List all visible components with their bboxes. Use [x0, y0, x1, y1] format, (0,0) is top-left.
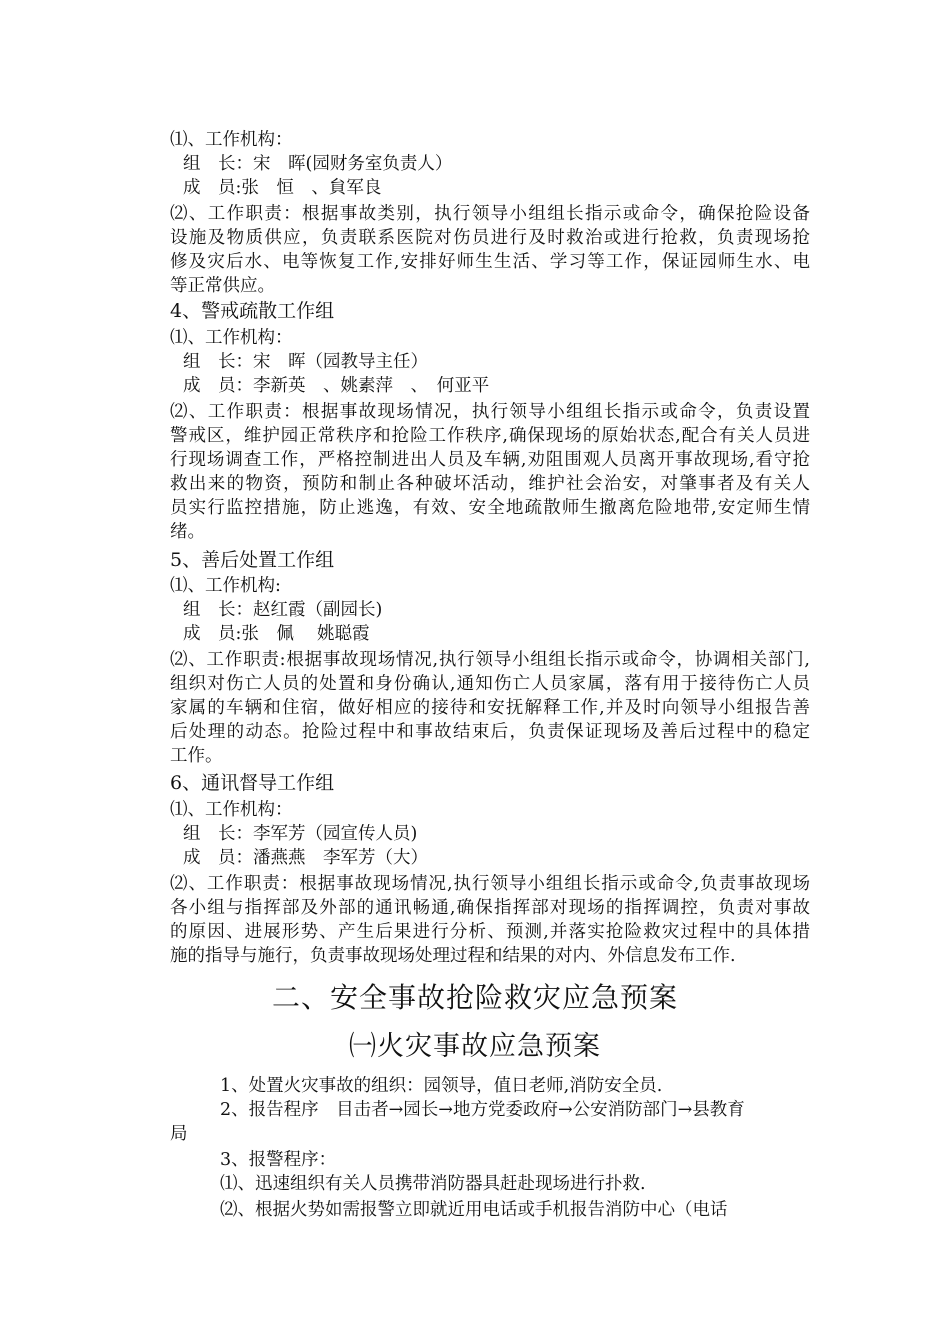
- section-heading: 5、善后处置工作组: [170, 549, 335, 571]
- text-line: ⑵、工作职责:根据事故现场情况,执行领导小组组长指示或命令，协调相关部门,: [170, 650, 810, 670]
- text-line: 成 员:张 佩 姚聪霞: [183, 624, 370, 644]
- text-line: 后处理的动态。抢险过程中和事故结束后，负责保证现场及善后过程中的稳定: [170, 722, 810, 742]
- text-line: 的原因、进展形势、产生后果进行分析、预测,并落实抢险救灾过程中的具体措: [170, 922, 810, 942]
- text-line: 等正常供应。: [170, 276, 275, 296]
- text-line: 家属的车辆和住宿，做好相应的接待和安抚解释工作,并及时向领导小组报告善: [170, 698, 810, 718]
- text-line: 警戒区，维护园正常秩序和抢险工作秩序,确保现场的原始状态,配合有关人员进: [170, 426, 810, 446]
- text-line: 绪。: [170, 522, 205, 542]
- text-line: 成 员：潘燕燕 李军芳（大）: [183, 848, 428, 868]
- text-line: 组 长：宋 晖(园财务室负责人）: [183, 154, 453, 174]
- text-line: 各小组与指挥部及外部的通讯畅通,确保指挥部对现场的指挥调控，负责对事故: [170, 898, 810, 918]
- text-line: 3、报警程序：: [220, 1150, 337, 1170]
- text-line: 组 长：赵红霞（副园长): [183, 600, 383, 620]
- text-line: ⑴、迅速组织有关人员携带消防器具赶赴现场进行扑救.: [220, 1174, 646, 1194]
- text-line: 修及灾后水、电等恢复工作,安排好师生生活、学习等工作，保证园师生水、电: [170, 252, 810, 272]
- section-heading: 4、警戒疏散工作组: [170, 300, 335, 322]
- text-line: 组 长：宋 晖（园教导主任）: [183, 352, 428, 372]
- text-line: 成 员:张 恒 、貟军良: [183, 178, 382, 198]
- text-line: 2、报告程序 目击者→园长→地方党委政府→公安消防部门→县教育: [220, 1100, 745, 1120]
- text-line: ⑴、工作机构：: [170, 130, 293, 150]
- section-heading: 6、通讯督导工作组: [170, 772, 335, 794]
- text-line: 1、处置火灾事故的组织：园领导，值日老师,消防安全员.: [220, 1076, 663, 1096]
- text-line: 设施及物质供应，负责联系医院对伤员进行及时救治或进行抢救，负责现场抢: [170, 228, 810, 248]
- text-line: 局: [170, 1124, 188, 1144]
- text-line: ⑵、工作职责：根据事故现场情况，执行领导小组组长指示或命令，负责设置: [170, 402, 810, 422]
- text-line: ⑵、根据火势如需报警立即就近用电话或手机报告消防中心（电话: [220, 1200, 728, 1220]
- text-line: 救出来的物资，预防和制止各种破坏活动，维护社会治安，对肇事者及有关人: [170, 474, 810, 494]
- text-line: ⑴、工作机构：: [170, 800, 293, 820]
- text-line: 施的指导与施行，负责事故现场处理过程和结果的对内、外信息发布工作.: [170, 946, 736, 966]
- text-line: ⑴、工作机构:: [170, 576, 281, 596]
- text-line: 工作。: [170, 746, 223, 766]
- text-line: 组织对伤亡人员的处置和身份确认,通知伤亡人员家属，落有用于接待伤亡人员: [170, 674, 810, 694]
- text-line: 员实行监控措施，防止逃逸，有效、安全地疏散师生撤离危险地带,安定师生情: [170, 498, 810, 518]
- sub-heading: ㈠火灾事故应急预案: [349, 1031, 601, 1062]
- text-line: ⑵、工作职责：根据事故现场情况,执行领导小组组长指示或命令,负责事故现场: [170, 874, 810, 894]
- main-heading: 二、安全事故抢险救灾应急预案: [271, 981, 678, 1014]
- text-line: ⑴、工作机构：: [170, 328, 293, 348]
- text-line: 行现场调查工作，严格控制进出人员及车辆,劝阻围观人员离开事故现场,看守抢: [170, 450, 810, 470]
- text-line: ⑵、工作职责：根据事故类别，执行领导小组组长指示或命令，确保抢险设备: [170, 204, 810, 224]
- text-line: 成 员：李新英 、姚素萍 、 何亚平: [183, 376, 490, 396]
- text-line: 组 长：李军芳（园宣传人员): [183, 824, 418, 844]
